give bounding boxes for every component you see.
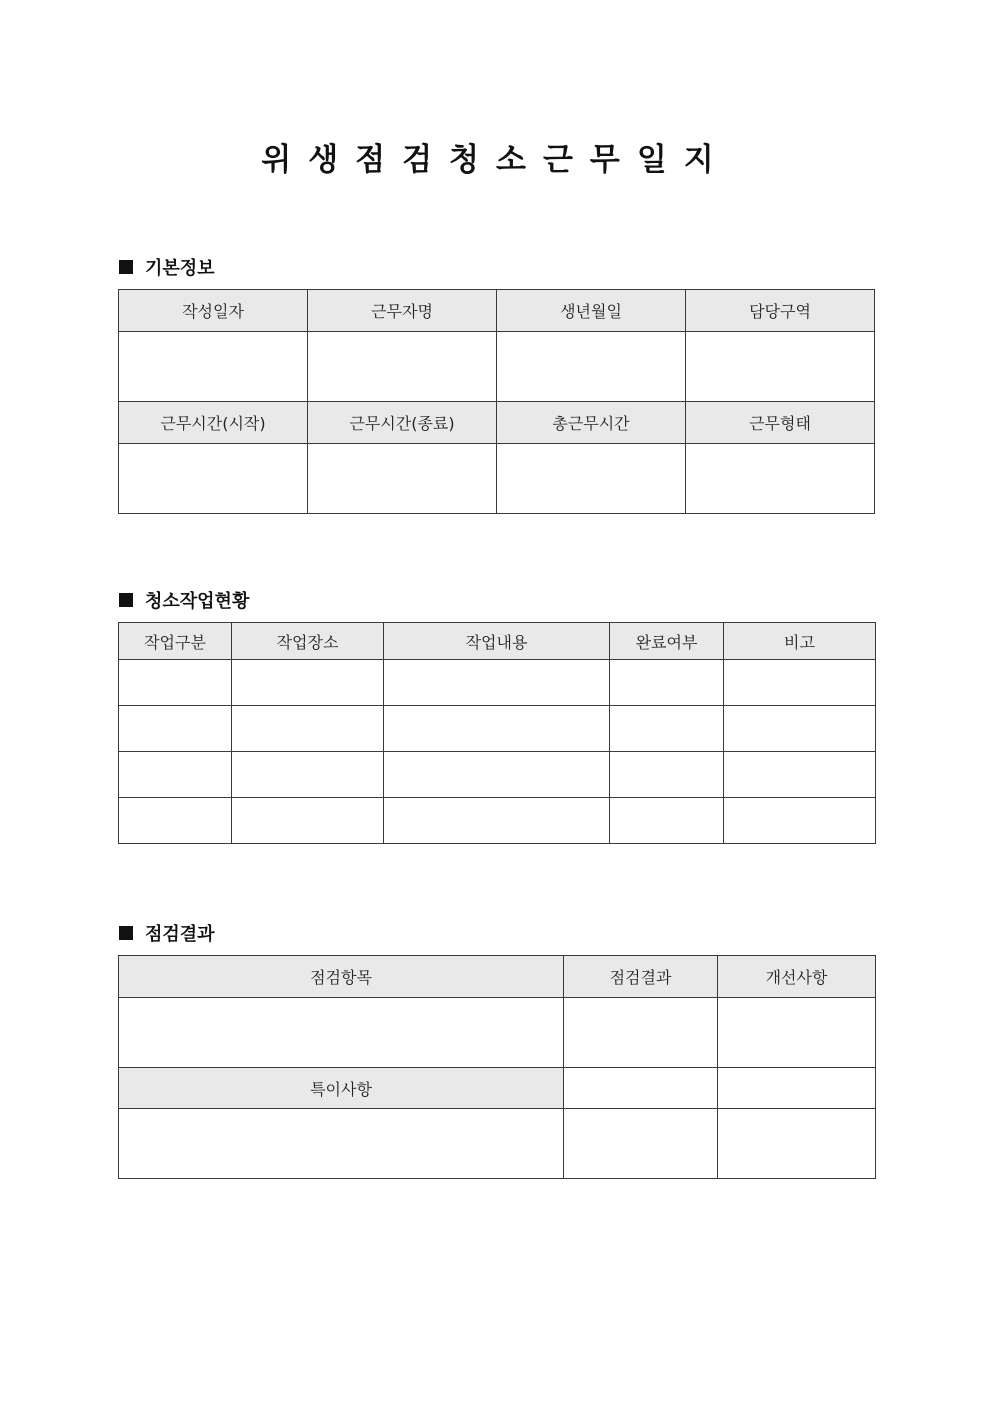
input-cell[interactable] — [384, 752, 610, 798]
header-cell-special-notes: 특이사항 — [119, 1068, 564, 1109]
input-cell[interactable] — [724, 798, 876, 844]
input-cell[interactable] — [232, 706, 384, 752]
basic-info-table — [118, 289, 875, 514]
input-cell-inspection-item[interactable] — [119, 998, 564, 1068]
table-row — [119, 706, 876, 752]
input-cell[interactable] — [564, 1068, 718, 1109]
inspection-result-table — [118, 955, 876, 1179]
input-cell-total-time[interactable] — [497, 444, 686, 514]
header-cell-birthdate: 생년월일 — [497, 290, 686, 332]
special-notes-row — [119, 1068, 876, 1109]
header-cell-work-type: 근무형태 — [686, 402, 875, 444]
header-row — [119, 956, 876, 998]
header-cell-inspection-item: 점검항목 — [119, 956, 564, 998]
input-cell-inspection-result[interactable] — [564, 998, 718, 1068]
header-cell-work-location: 작업장소 — [232, 623, 384, 660]
input-cell[interactable] — [119, 660, 232, 706]
input-row — [119, 444, 875, 514]
header-cell-remarks: 비고 — [724, 623, 876, 660]
input-cell[interactable] — [610, 798, 724, 844]
header-cell-work-category: 작업구분 — [119, 623, 232, 660]
input-cell[interactable] — [610, 706, 724, 752]
input-cell[interactable] — [119, 752, 232, 798]
input-cell[interactable] — [232, 752, 384, 798]
header-cell-area: 담당구역 — [686, 290, 875, 332]
header-row — [119, 623, 876, 660]
header-cell-work-content: 작업내용 — [384, 623, 610, 660]
input-cell[interactable] — [232, 798, 384, 844]
input-cell[interactable] — [384, 798, 610, 844]
input-row — [119, 332, 875, 402]
input-cell[interactable] — [119, 798, 232, 844]
header-cell-completion: 완료여부 — [610, 623, 724, 660]
input-cell-worker[interactable] — [308, 332, 497, 402]
input-cell[interactable] — [718, 1068, 876, 1109]
page-title: 위생점검청소근무일지 — [261, 142, 731, 178]
input-cell[interactable] — [724, 706, 876, 752]
section-heading-cleaning-work — [119, 587, 249, 613]
section-heading-label: 점검결과 — [145, 924, 215, 945]
input-cell[interactable] — [384, 706, 610, 752]
input-cell[interactable] — [718, 1109, 876, 1179]
input-cell-special-notes[interactable] — [119, 1109, 564, 1179]
input-cell-area[interactable] — [686, 332, 875, 402]
input-cell[interactable] — [610, 660, 724, 706]
input-cell-birthdate[interactable] — [497, 332, 686, 402]
header-cell-improvement: 개선사항 — [718, 956, 876, 998]
square-bullet-icon — [119, 926, 133, 940]
input-cell-improvement[interactable] — [718, 998, 876, 1068]
header-cell-date: 작성일자 — [119, 290, 308, 332]
cleaning-work-table — [118, 622, 876, 844]
input-cell-end-time[interactable] — [308, 444, 497, 514]
section-heading-inspection-result — [119, 920, 215, 946]
table-row — [119, 752, 876, 798]
header-cell-end-time: 근무시간(종료) — [308, 402, 497, 444]
table-row — [119, 660, 876, 706]
input-row — [119, 1109, 876, 1179]
section-heading-basic-info — [119, 254, 215, 280]
header-row — [119, 290, 875, 332]
header-cell-start-time: 근무시간(시작) — [119, 402, 308, 444]
input-cell-date[interactable] — [119, 332, 308, 402]
input-cell[interactable] — [724, 752, 876, 798]
input-cell[interactable] — [384, 660, 610, 706]
header-cell-total-time: 총근무시간 — [497, 402, 686, 444]
header-row — [119, 402, 875, 444]
header-cell-worker: 근무자명 — [308, 290, 497, 332]
input-cell[interactable] — [119, 706, 232, 752]
input-row — [119, 998, 876, 1068]
square-bullet-icon — [119, 593, 133, 607]
square-bullet-icon — [119, 260, 133, 274]
table-row — [119, 798, 876, 844]
section-heading-label: 청소작업현황 — [145, 591, 250, 612]
header-cell-inspection-result: 점검결과 — [564, 956, 718, 998]
input-cell[interactable] — [232, 660, 384, 706]
input-cell[interactable] — [610, 752, 724, 798]
input-cell[interactable] — [724, 660, 876, 706]
input-cell[interactable] — [564, 1109, 718, 1179]
section-heading-label: 기본정보 — [145, 258, 215, 279]
input-cell-start-time[interactable] — [119, 444, 308, 514]
input-cell-work-type[interactable] — [686, 444, 875, 514]
